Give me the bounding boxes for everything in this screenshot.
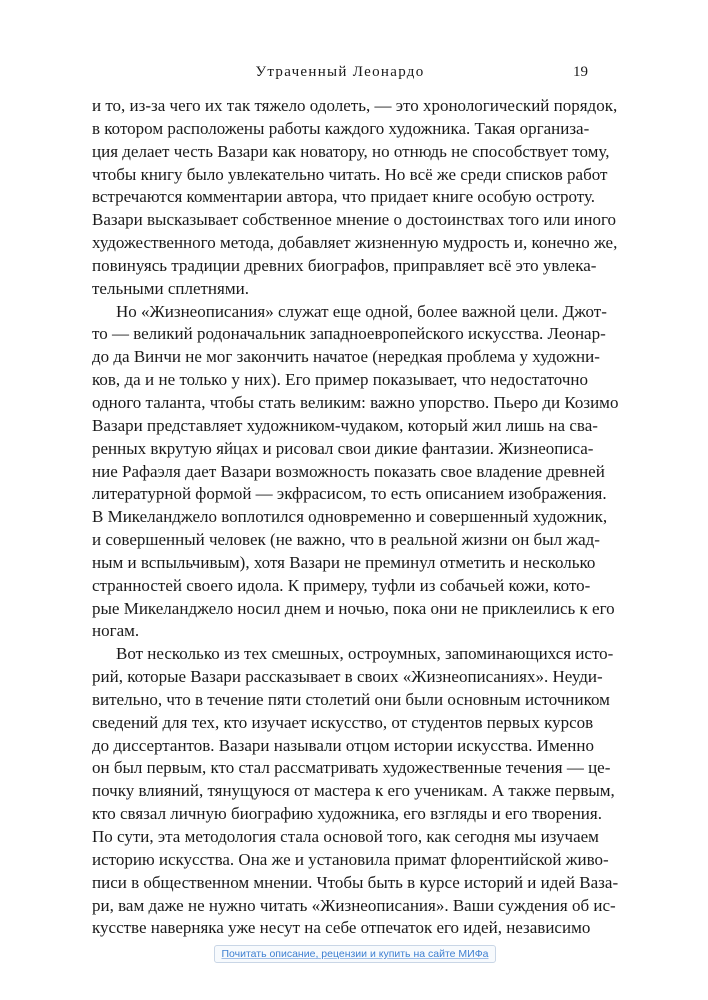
buy-book-link[interactable]: Почитать описание, рецензии и купить на сайте МИФа bbox=[214, 945, 496, 963]
text-line: ция делает честь Вазари как новатору, но отнюдь не способствует тому, bbox=[92, 141, 610, 161]
text-line: Вот несколько из тех смешных, остроумных, запоминающихся исто- bbox=[116, 644, 614, 664]
text-line: повинуясь традиции древних биографов, приправляет всё это увлека- bbox=[92, 255, 597, 275]
text-line: рий, которые Вазари рассказывает в своих «Жизнеописаниях». Неуди- bbox=[92, 667, 603, 687]
text-line: чтобы книгу было увлекательно читать. Но всё же среди списков работ bbox=[92, 164, 608, 184]
text-line: он был первым, кто стал рассматривать художественные течения — це- bbox=[92, 758, 611, 778]
text-line: художественного метода, добавляет жизненную мудрость и, конечно же, bbox=[92, 233, 618, 253]
paragraph-3 bbox=[92, 643, 619, 940]
page-number: 19 bbox=[573, 64, 588, 80]
text-line: и совершенный человек (не важно, что в реальной жизни он был жад- bbox=[92, 530, 600, 550]
text-line: до диссертантов. Вазари называли отцом истории искусства. Именно bbox=[92, 735, 594, 755]
text-line: историю искусства. Она же и установила примат флорентийской живо- bbox=[92, 849, 609, 869]
text-line: странностей своего идола. К примеру, туфли из собачьей кожи, кото- bbox=[92, 575, 591, 595]
text-line: то — великий родоначальник западноевропейского искусства. Леонар- bbox=[92, 324, 606, 344]
running-head bbox=[92, 62, 588, 82]
text-line: В Микеланджело воплотился одновременно и совершенный художник, bbox=[92, 507, 608, 527]
text-line: кусстве наверняка уже несут на себе отпечаток его идей, независимо bbox=[92, 918, 591, 938]
text-line: ков, да и не только у них). Его пример показывает, что недостаточно bbox=[92, 370, 588, 390]
text-line: вительно, что в течение пяти столетий они были основным источником bbox=[92, 689, 610, 709]
text-line: встречаются комментарии автора, что придает книге особую остроту. bbox=[92, 187, 595, 207]
body-text bbox=[92, 95, 619, 940]
text-line: писи в общественном мнении. Чтобы быть в курсе историй и идей Вaза- bbox=[92, 872, 619, 892]
text-line: ным и вспыльчивым), хотя Вазари не преминул отметить и несколько bbox=[92, 552, 596, 572]
text-line: Вазари высказывает собственное мнение о достоинствах того или иного bbox=[92, 210, 616, 230]
paragraph-2 bbox=[92, 301, 619, 644]
text-line: почку влияний, тянущуюся от мастера к его ученикам. А также первым, bbox=[92, 781, 615, 801]
text-line: ногам. bbox=[92, 621, 140, 641]
paragraph-1 bbox=[92, 95, 618, 301]
text-line: тельными сплетнями. bbox=[92, 278, 249, 298]
text-line: в котором расположены работы каждого художника. Такая организа- bbox=[92, 118, 590, 138]
text-line: ние Рафаэля дает Вазари возможность показать свое владение древней bbox=[92, 461, 605, 481]
text-line: одного таланта, чтобы стать великим: важно упорство. Пьеро ди Козимо bbox=[92, 392, 619, 412]
text-line: Вазари представляет художником-чудаком, который жил лишь на сва- bbox=[92, 415, 598, 435]
text-line: сведений для тех, кто изучает искусство, от студентов первых курсов bbox=[92, 712, 594, 732]
text-line: ренных вкрутую яйцах и рисовал свои дикие фантазии. Жизнеописа- bbox=[92, 438, 594, 458]
text-line: до да Винчи не мог закончить начатое (нередкая проблема у художни- bbox=[92, 347, 600, 367]
text-line: литературной формой — экфрасисом, то есть описанием изображения. bbox=[92, 484, 607, 504]
text-line: кто связал личную биографию художника, его взгляды и его творения. bbox=[92, 804, 602, 824]
text-line: и то, из-за чего их так тяжело одолеть, — это хронологический порядок, bbox=[92, 96, 618, 115]
text-line: ри, вам даже не нужно читать «Жизнеописания». Ваши суждения об ис- bbox=[92, 895, 616, 915]
text-line: рые Микеланджело носил днем и ночью, пока они не приклеились к его bbox=[92, 598, 615, 618]
running-title: Утраченный Леонардо bbox=[255, 64, 425, 80]
text-line: Но «Жизнеописания» служат еще одной, более важной цели. Джот- bbox=[116, 301, 607, 321]
text-line: По сути, эта методология стала основой того, как сегодня мы изучаем bbox=[92, 827, 599, 846]
